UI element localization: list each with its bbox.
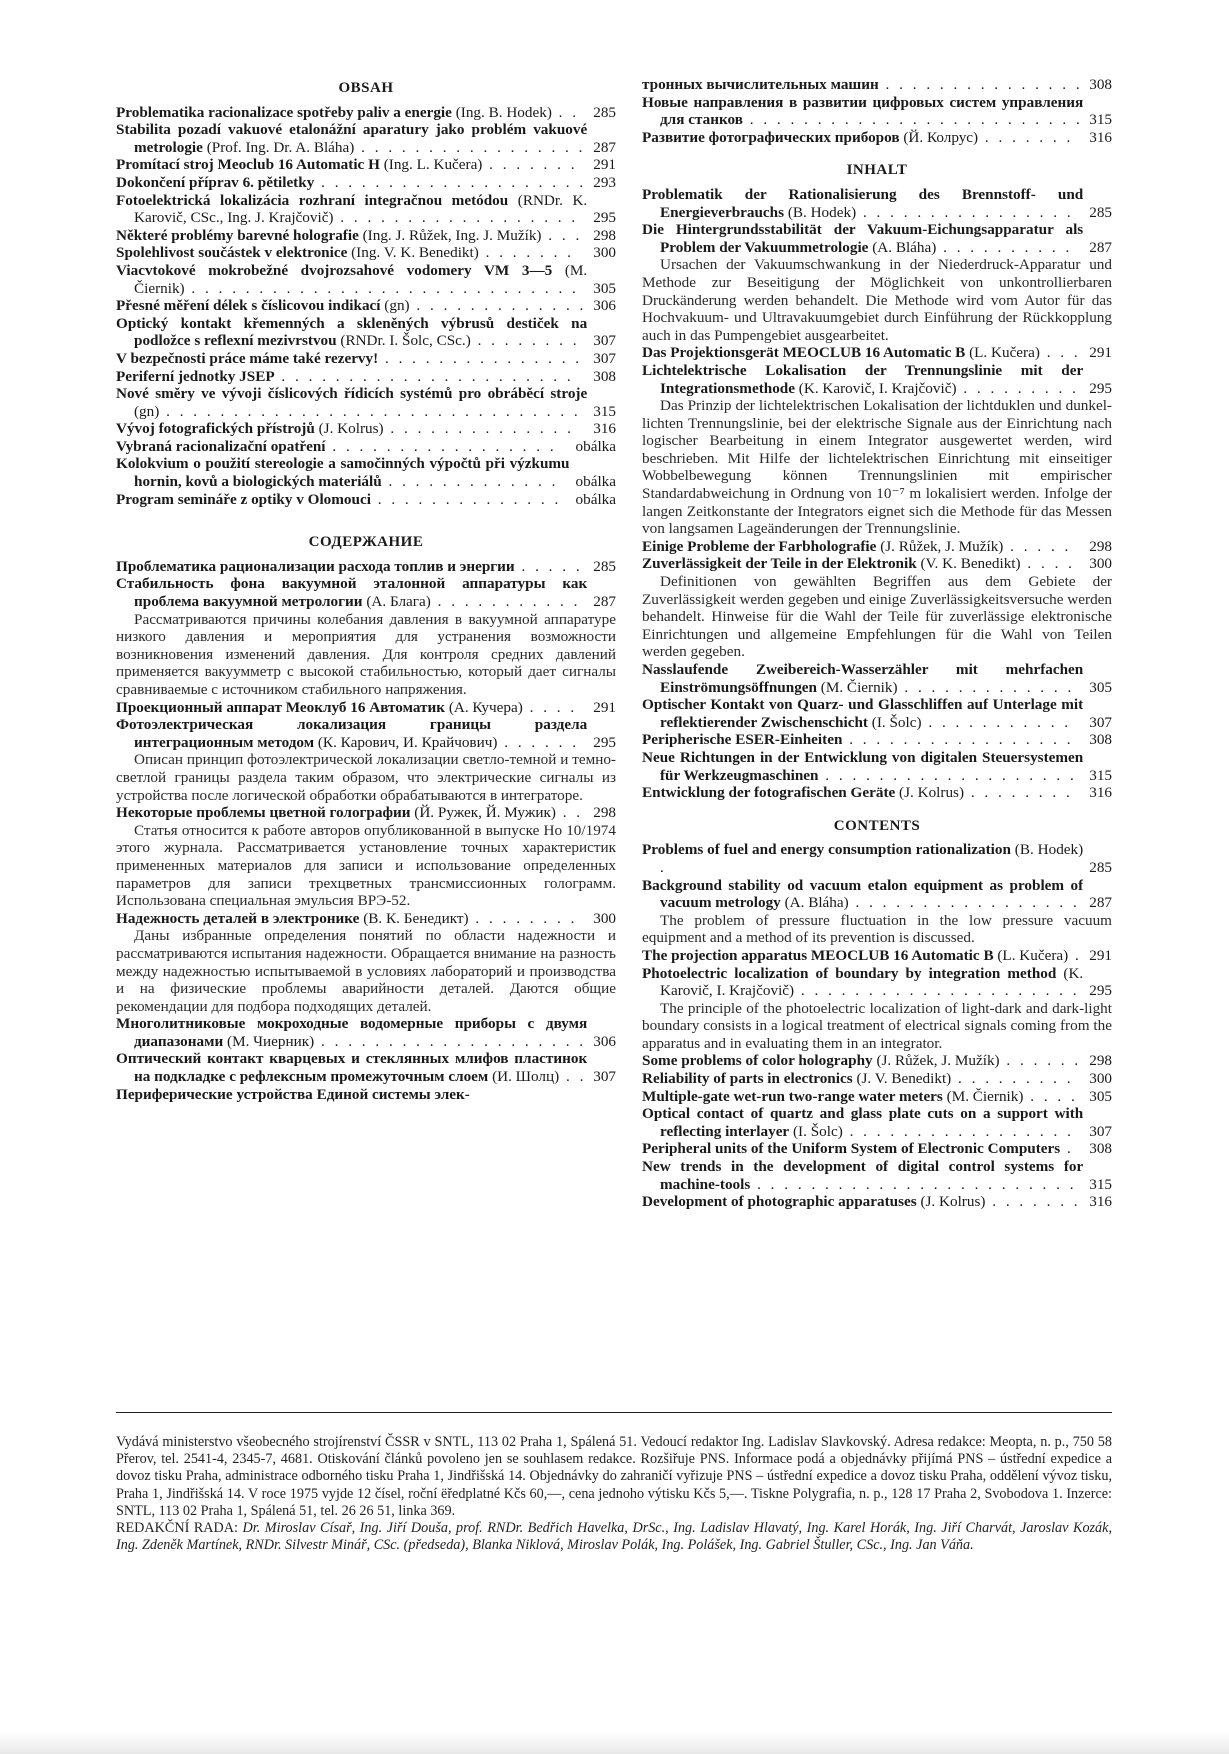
toc-entry-title: Периферические устройства Единой системы элек- [116, 1085, 470, 1103]
toc-entry-page: obálka [575, 437, 616, 455]
toc-entry[interactable] [642, 1140, 1112, 1158]
toc-entry[interactable] [642, 1105, 1112, 1140]
toc-entry-title: Einige Probleme der Farbholografie [642, 537, 877, 555]
leader-dots: . . . . . . . . . . . . . . . . . . . . . . [274, 367, 574, 385]
toc-entry-title: Přesné měření délek s číslicovou indikací [116, 297, 381, 315]
obsah-list [116, 104, 616, 509]
toc-entry-title: V bezpečnosti práce máme také rezervy! [116, 349, 379, 367]
toc-entry-author: (Ing. B. Hodek) [451, 103, 552, 121]
toc-entry[interactable] [116, 1086, 616, 1104]
leader-dots: . . . . . . . . . . . . . [897, 678, 1075, 696]
leader-dots: . . . . [1023, 1087, 1078, 1105]
toc-entry-abstract: Статья относится к работе авторов опубликованной в выпуске Но 10/1974 этого журнала. Рассматривается установление точных характеристик примененных материалов для записи и использование определенных параметров для записи трехцветных трансмиссионных голограмм. Использована специальная эмульсия ВРЭ-52. [116, 821, 616, 910]
toc-entry[interactable] [642, 76, 1112, 94]
leader-dots: . . . . . . . . . . . [430, 593, 581, 611]
toc-entry-page: 305 [1089, 678, 1112, 696]
toc-entry-title: Некоторые проблемы цветной голографии [116, 804, 411, 822]
toc-entry-title: Promítací stroj Meoclub 16 Automatic H [116, 156, 380, 174]
toc-entry[interactable] [642, 731, 1112, 749]
leader-dots: . . . . . . . . . . [936, 238, 1073, 256]
toc-entry-title: Problems of fuel and energy consumption rationalization [642, 841, 1011, 859]
toc-entry-title: Новые направления в развитии цифровых систем управления для станков [642, 93, 1084, 129]
toc-entry-author: (В. К. Бенедикт) [359, 909, 469, 927]
toc-entry[interactable] [642, 538, 1112, 556]
toc-entry[interactable] [642, 661, 1112, 696]
toc-entry-title: Optical contact of quartz and glass plate cuts on a support with reflecting interlayer [642, 1105, 1084, 1140]
leader-dots: . . . . . . [999, 1052, 1082, 1070]
toc-entry-page: 315 [1089, 766, 1112, 784]
toc-entry-title: Das Projektionsgerät MEOCLUB 16 Automatic B [642, 344, 966, 362]
toc-entry-title: Fotoelektrická lokalizácia rozhraní integračnou metódou [116, 191, 509, 209]
toc-entry-page: 305 [1089, 1087, 1112, 1105]
toc-entry-page: 307 [1089, 1122, 1112, 1140]
leader-dots: . . . . . . . . . [956, 379, 1079, 397]
toc-entry-page: 316 [1089, 1193, 1112, 1211]
toc-entry-page: 287 [593, 138, 616, 156]
leader-dots: . . . . . . . . . . . . . . . . . . . . . [794, 982, 1080, 1000]
leader-dots: . . . . . . . . . . . . . . . . . . . . . . . . . . . . . [184, 279, 579, 297]
contents-list [642, 841, 1112, 1210]
leader-dots: . . . . . . . . [468, 909, 578, 927]
toc-entry-author: (J. Růžek, J. Mužík) [872, 1052, 1000, 1070]
toc-entry-title: Проблематика рационализации расхода топлив и энергии [116, 557, 515, 575]
obsah-heading: OBSAH [338, 80, 394, 96]
toc-entry[interactable] [642, 947, 1112, 965]
toc-entry-author: (B. Hodek) [784, 203, 857, 221]
toc-entry-title: Program semináře z optiky v Olomouci [116, 490, 371, 508]
toc-entry[interactable] [116, 244, 616, 262]
toc-entry-page: 315 [1089, 111, 1112, 129]
toc-entry-title: Kolokvium o použití stereologie a samočinných výpočtů při výzkumu hornin, kovů a biologických materiálů [116, 455, 570, 491]
leader-dots: . . . . . . . . . [951, 1070, 1074, 1088]
toc-entry-author: (К. Карович, И. Крайчович) [314, 733, 498, 751]
toc-entry-title: Dokončení příprav 6. pětiletky [116, 173, 315, 191]
toc-entry[interactable] [116, 699, 616, 717]
leader-dots: . . . . . . . . . . . . . [381, 473, 559, 491]
toc-entry-page: 300 [1089, 1070, 1112, 1088]
toc-entry[interactable] [642, 555, 1112, 573]
leader-dots: . . . . . . . . . . . . . . . . . [325, 437, 557, 455]
toc-entry-page: 307 [593, 1068, 616, 1086]
toc-entry-abstract: Даны избранные определения понятий по области надежности и рассматриваются испытания надежности. Обращается внимание на разность между надежностью испытываемой в условиях лабораторий и производства и на физические проблемы аварийности деталей. Даются общие рекомендации для подбора подходящих деталей. [116, 927, 616, 1015]
toc-entry-author: (A. Bláha) [780, 894, 849, 912]
leader-dots: . . . . . . . . . . . . . . [370, 490, 562, 508]
toc-entry-title: Viacvtokové mokrobežné dvojrozsahové vodomery VM 3—5 [116, 261, 553, 279]
toc-entry[interactable] [116, 350, 616, 368]
toc-entry[interactable] [116, 385, 616, 420]
leader-dots: . . . . . . . . . . . . . . . . . [354, 138, 586, 156]
toc-entry-author: (M. Čiernik) [942, 1087, 1024, 1105]
toc-entry-page: 295 [593, 733, 616, 751]
leader-dots: . . . [541, 226, 583, 244]
leader-dots: . . . . . . . . . . . . . . . . . [848, 894, 1080, 912]
toc-entry-title: Die Hintergrundsstabilität der Vakuum-Eichungsapparatur als Problem der Vakuummetrologie [642, 221, 1084, 256]
toc-entry-page: 308 [1089, 1140, 1112, 1158]
toc-entry-page: 308 [1089, 731, 1112, 749]
toc-entry-page: 291 [1089, 344, 1112, 362]
toc-entry-author: (А. Кучера) [445, 698, 523, 716]
toc-entry-page: 300 [1089, 555, 1112, 573]
toc-entry-page: 285 [593, 557, 616, 575]
toc-entry[interactable] [116, 227, 616, 245]
leader-dots: . . . . . . . [478, 244, 574, 262]
toc-entry[interactable] [116, 174, 616, 192]
toc-entry-page: 307 [593, 332, 616, 350]
toc-entry-page: 285 [1089, 858, 1112, 876]
leader-dots: . . . . . . . [482, 156, 578, 174]
toc-entry-title: Lichtelektrische Lokalisation der Trennungslinie mit der Integrationsmethode [642, 361, 1084, 397]
toc-entry-page: 300 [593, 909, 616, 927]
toc-entry-title: Problematik der Rationalisierung des Brennstoff- und Energieverbrauchs [642, 185, 1084, 221]
toc-entry-author: (J. Kolrus) [895, 784, 965, 802]
toc-entry-title: Entwicklung der fotografischen Geräte [642, 784, 896, 802]
soderzhanie-continued-list [642, 76, 1112, 146]
toc-entry-author: (RNDr. K. Karovič, CSc., Ing. J. Krajčovič) [134, 191, 588, 227]
toc-entry-title: Optický kontakt křemenných a skleněných výbrusů destiček na podložce s reflexní mezivrstvou [116, 314, 588, 350]
leader-dots: . . . . . . . . . . . . . . . . . [842, 731, 1074, 749]
toc-entry-author: (gn) [134, 402, 160, 420]
toc-entry-title: Оптический контакт кварцевых и стеклянных млифов пластинок на подкладке с рефлексным промежуточным слоем [116, 1050, 588, 1086]
toc-entry-author: (K. Karovič, I. Krajčovič) [660, 964, 1084, 1000]
toc-entry-author: (Prof. Ing. Dr. A. Bláha) [202, 138, 355, 156]
toc-entry-author: (Ing. J. Růžek, Ing. J. Mužík) [358, 226, 542, 244]
toc-entry-page: 315 [593, 402, 616, 420]
toc-entry-author: (И. Шолц) [488, 1068, 560, 1086]
toc-entry-page: 287 [1089, 238, 1112, 256]
leader-dots: . . . . . [1003, 537, 1072, 555]
toc-entry-author: (B. Hodek) [1010, 841, 1084, 859]
toc-entry-page: obálka [575, 490, 616, 508]
toc-entry-title: Photoelectric localization of boundary by integration method [642, 964, 1057, 982]
leader-dots: . . [559, 1068, 587, 1086]
toc-entry[interactable] [116, 297, 616, 315]
toc-entry[interactable] [116, 121, 616, 156]
leader-dots: . . . . . . . . . . . . . . . . . [842, 1122, 1074, 1140]
toc-entry[interactable] [116, 558, 616, 576]
toc-entry-page: 287 [1089, 894, 1112, 912]
toc-entry-title: Optischer Kontakt von Quarz- und Glasschliffen auf Unterlage mit reflektierender Zwischenschicht [642, 696, 1084, 731]
toc-entry-author: (L. Kučera) [965, 344, 1040, 362]
toc-entry-title: Nasslaufende Zweibereich-Wasserzähler mit mehrfachen Einströmungsöffnungen [642, 661, 1084, 696]
toc-entry-page: 300 [593, 244, 616, 262]
divider-rule [116, 1412, 1112, 1413]
toc-entry-title: Reliability of parts in electronics [642, 1070, 853, 1088]
toc-entry-page: 298 [1089, 1052, 1112, 1070]
toc-entry[interactable] [642, 784, 1112, 802]
toc-entry[interactable] [116, 491, 616, 509]
leader-dots: . . . . . . . . . . . . . . . [878, 76, 1083, 93]
leader-dots: . . . . [1020, 555, 1075, 573]
leader-dots: . [660, 858, 667, 876]
colophon-text: Vydává ministerstvo všeobecného strojírenství ČSSR v SNTL, 113 02 Praha 1, Spálená 51. Vedoucí redaktor Ing. Ladislav Slavkovský. Adresa redakce: Meopta, n. p., 750 58 Přerov, tel. 2541-4, 2345-7, 4681. Otiskování článků povoleno jen se souhlasem redakce. Rozšiřuje PNS. Informace podá a objednávky přijímá PNS – ústřední expedice a dovoz tisku Praha, administrace odborného tisku Praha 1, Jindřišská 14. Objednávky do zahraničí vyřizuje PNS – ústřední expedice a dovoz tisku Praha, oddělení vývoz tisku, Praha 1, Jindřišská 14. V roce 1975 vyjde 12 čísel, roční ëředplatné Kčs 60,—, cena jednoho výtisku Kčs 5,—. Tiskne Polygrafia, n. p., 128 17 Praha 2, Svobodova 1. Inzerce: SNTL, 113 02 Praha 1, Spálená 51, tel. 26 26 51, linka 369. [116, 1434, 1112, 1519]
leader-dots: . . . . . . . . . . . . . . . . . . . [818, 766, 1077, 784]
toc-entry-author: (M. Čiernik) [816, 678, 898, 696]
toc-entry-author: (Ing. L. Kučera) [379, 156, 483, 174]
toc-entry-page: 298 [1089, 537, 1112, 555]
leader-dots: . . . . . . . . . . . . . . . . . . . . . . . . . [742, 111, 1083, 129]
inhalt-list [642, 186, 1112, 802]
leader-dots: . . [551, 103, 580, 121]
toc-entry[interactable] [642, 221, 1112, 256]
toc-entry-title: Background stability od vacuum etalon equipment as problem of vacuum metrology [642, 876, 1084, 912]
toc-entry-page: 315 [1089, 1175, 1112, 1193]
toc-entry[interactable] [642, 362, 1112, 397]
toc-entry-page: 306 [593, 297, 616, 315]
toc-entry-abstract: Рассматриваются причины колебания давления в вакуумной аппаратуре низкого давления и мероприятия для устранения возможности возникновения изменений давления. Для контроля средних давлений применяется вакуумметр с высокой стабильностью, который дает сигналы сравниваемые с источником стабильного напряжения. [116, 610, 616, 698]
toc-entry[interactable] [642, 965, 1112, 1000]
toc-entry-title: Надежность деталей в электронике [116, 909, 360, 927]
leader-dots: . . . . . [514, 557, 583, 575]
toc-entry-author: (L. Kučera) [993, 946, 1069, 964]
toc-entry[interactable] [116, 104, 616, 122]
toc-entry-title: Zuverlässigkeit der Teile in der Elektronik [642, 555, 917, 573]
toc-entry[interactable] [642, 877, 1112, 912]
page-edge-shadow [0, 1732, 1229, 1754]
toc-entry-page: 295 [1089, 379, 1112, 397]
toc-entry-abstract: Das Prinzip der lichtelektrischen Lokalisation der lichtduklen und dunkel-lichten Trennungslinie, bei der elektrische Signale aus der Einrichtung nach logischer Bearbeitung in einem Integrator ausgewertet werden, wird beschrieben. Mit Hilfe der lichtelektrischen Einrichtung mit einseitiger Wobbelbewegung können Trennungslinien mit empirischer Standardabweichung in Ordnung von 10⁻⁷ m lokalisiert werden. Infolge der langen Zeitkonstante der Integrators eignet sich die Methode für das Messen von langsamen Lageänderungen der Trennungslinie. [642, 397, 1112, 538]
toc-entry-title: Многолитниковые мокроходные водомерные приборы с двумя диапазонами [116, 1015, 588, 1050]
toc-entry-author: (J. V. Benedikt) [852, 1070, 952, 1088]
toc-entry[interactable] [642, 1070, 1112, 1088]
leader-dots: . . . . . . . . . . . . . . . . . . . . . . . . . . . . . . . [159, 402, 581, 420]
leader-dots: . . . . . . [497, 733, 579, 751]
colophon [116, 1434, 1112, 1554]
toc-entry-page: 285 [1089, 203, 1112, 221]
toc-entry-page: 298 [593, 226, 616, 244]
leader-dots: . . . . . . . . [470, 332, 580, 350]
toc-entry-author: (J. Kolrus) [916, 1193, 986, 1211]
soderzhanie-list [116, 558, 616, 1103]
toc-entry[interactable] [116, 910, 616, 928]
toc-entry-page: 307 [1089, 713, 1112, 731]
leader-dots: . . . . . . . . . . . . . . . . . . [333, 209, 579, 227]
toc-entry-author: (gn) [380, 297, 410, 315]
toc-entry[interactable] [116, 1050, 616, 1085]
toc-entry-author: (K. Karovič, I. Krajčovič) [795, 379, 957, 397]
toc-entry[interactable] [642, 129, 1112, 147]
toc-entry-author: (Й. Колрус) [899, 128, 979, 146]
leader-dots: . . . . . . . . . . . . . [409, 297, 587, 315]
toc-entry-author: (A. Bláha) [868, 238, 937, 256]
toc-entry[interactable] [642, 1193, 1112, 1211]
toc-entry-author: (Й. Ружек, Й. Мужик) [410, 804, 556, 822]
toc-entry[interactable] [116, 192, 616, 227]
toc-entry-page: 291 [593, 698, 616, 716]
toc-entry[interactable] [642, 186, 1112, 221]
toc-entry-title: тронных вычислительных машин [642, 76, 879, 93]
toc-entry[interactable] [642, 696, 1112, 731]
toc-entry-title: Стабильность фона вакуумной эталонной аппаратуры как проблема вакуумной метрологии [116, 575, 588, 611]
toc-entry[interactable] [116, 716, 616, 751]
leader-dots: . . . . [522, 698, 578, 716]
editorial-board-label: REDAKČNÍ RADA: [116, 1520, 238, 1537]
toc-entry-page: 285 [593, 103, 616, 121]
toc-entry-page: 308 [593, 367, 616, 385]
toc-entry[interactable] [116, 368, 616, 386]
toc-entry-page: 295 [1089, 982, 1112, 1000]
toc-entry-page: 316 [593, 420, 616, 438]
inhalt-heading: INHALT [846, 162, 908, 179]
leader-dots: . . . . . . . . . . . . . . . . . . . . [314, 173, 587, 191]
toc-entry-title: Spolehlivost součástek v elektronice [116, 244, 348, 262]
toc-entry-page: 305 [593, 279, 616, 297]
toc-entry[interactable] [642, 1052, 1112, 1070]
toc-entry-title: Peripherische ESER-Einheiten [642, 731, 843, 749]
toc-entry-page: 316 [1089, 128, 1112, 146]
leader-dots: . . . . . . . . . . . . . . . . [856, 203, 1074, 221]
toc-entry-title: Multiple-gate wet-run two-range water meters [642, 1087, 943, 1105]
right-column [642, 76, 1112, 1211]
leader-dots: . . . . . . . . . . . . . . . . . . . . . . . . [750, 1175, 1077, 1193]
toc-entry-abstract: Definitionen von gewählten Begriffen aus dem Gebiete der Zuverlässigkeit werden gegeben und einige Zuverlässigkeitsversuche werden behandelt. Hinweise für die Wahl der Teile für zuverlässige elektronische Einrichtungen und allgemeine Empfehlungen für die Wahl von Teilen werden gegeben. [642, 573, 1112, 661]
toc-entry-abstract: Ursachen der Vakuumschwankung in der Niederdruck-Apparatur und Methode zur Beseitigung der Möglichkeit von unkontrollierbaren Druckänderung werden behandelt. Die Methode wird vom Autor für das Hochvakuum- und Ultravakuumgebiet durch Einführung der Rückkopplung auch in das Pumpengebiet ausgearbeitet. [642, 256, 1112, 344]
toc-entry-title: Vývoj fotografických přístrojů [116, 420, 315, 438]
toc-entry[interactable] [116, 156, 616, 174]
toc-entry-author: (Ing. V. K. Benedikt) [347, 244, 479, 262]
contents-heading: CONTENTS [833, 817, 921, 834]
toc-entry-title: Vybraná racionalizační opatření [116, 437, 326, 455]
leader-dots: . . . . . . . . . . . . . . . . . . . . [314, 1032, 587, 1050]
leader-dots: . . [555, 804, 584, 822]
toc-entry[interactable] [116, 315, 616, 350]
toc-entry-title: Development of photographic apparatuses [642, 1193, 917, 1211]
toc-entry-page: 306 [593, 1032, 616, 1050]
toc-entry-abstract: The problem of pressure fluctuation in the low pressure vacuum equipment and a method of its prevention is discussed. [642, 911, 1112, 947]
toc-entry[interactable] [116, 575, 616, 610]
toc-entry-title: Фотоэлектрическая локализация границы раздела интеграционным методом [116, 716, 588, 751]
toc-entry[interactable] [642, 344, 1112, 362]
toc-entry-abstract: Описан принцип фотоэлектрической локализации светло-темной и темно-светлой границы раздела таким образом, что электрические сигналы из устройства после логической обработки обрабатываются в интеграторе. [116, 751, 616, 804]
toc-entry-title: Проекционный аппарат Меоклуб 16 Автоматик [116, 698, 446, 716]
toc-entry-page: 316 [1089, 784, 1112, 802]
leader-dots: . . . . . . . . [964, 784, 1073, 802]
toc-entry-author: (J. Kolrus) [314, 420, 384, 438]
toc-entry[interactable] [116, 438, 616, 456]
toc-entry[interactable] [116, 1015, 616, 1050]
leader-dots: . [1068, 946, 1082, 964]
editorial-board-members: Dr. Miroslav Císař, Ing. Jiří Douša, prof. RNDr. Bedřich Havelka, DrSc., Ing. Ladislav Hlavatý, Ing. Karel Horák, Ing. Jiří Charvát, Jaroslav Kozák, Ing. Zdeněk Martínek, RNDr. Silvestr Minář, CSc. (předseda), Blanka Niklová, Miroslav Polák, Ing. Polášek, Ing. Gabriel Štuller, CSc., Ing. Jan Váňa. [116, 1520, 1112, 1554]
toc-entry-title: Neue Richtungen in der Entwicklung von digitalen Steuersystemen für Werkzeugmaschinen [642, 748, 1084, 784]
toc-entry-page: 293 [593, 173, 616, 191]
toc-entry[interactable] [116, 262, 616, 297]
toc-entry-title: Periferní jednotky JSEP [116, 367, 275, 385]
toc-entry[interactable] [642, 749, 1112, 784]
leader-dots: . [1060, 1140, 1074, 1158]
toc-entry-abstract: The principle of the photoelectric localization of light-dark and dark-light boundary consists in a logical treatment of electrical signals coming from the apparatus and in evaluating them in an integrator. [642, 999, 1112, 1052]
toc-entry[interactable] [642, 1158, 1112, 1193]
toc-entry-title: Развитие фотографических приборов [642, 128, 900, 146]
toc-entry[interactable] [642, 1088, 1112, 1106]
toc-entry-author: (А. Блага) [362, 593, 431, 611]
leader-dots: . . . . . . . . . . . . . . [383, 420, 574, 438]
toc-entry-author: (M. Čiernik) [134, 261, 588, 297]
toc-entry-title: The projection apparatus MEOCLUB 16 Automatic B [642, 946, 994, 964]
toc-entry-title: Problematika racionalizace spotřeby paliv a energie [116, 103, 452, 121]
toc-entry-author: (М. Чиерник) [223, 1032, 315, 1050]
toc-entry-page: 308 [1089, 76, 1112, 93]
toc-entry-author: (V. K. Benedikt) [916, 555, 1021, 573]
toc-entry-author: (I. Šolc) [789, 1122, 843, 1140]
toc-entry-title: Some problems of color holography [642, 1052, 873, 1070]
toc-entry-title: Nové směry ve vývoji číslicových řídicích systémů pro obráběcí stroje [116, 385, 588, 403]
toc-entry-title: New trends in the development of digital control systems for machine-tools [642, 1158, 1084, 1193]
toc-entry-page: obálka [575, 473, 616, 491]
toc-entry-author: (I. Šolc) [867, 713, 922, 731]
toc-entry[interactable] [116, 804, 616, 822]
toc-entry-title: Peripheral units of the Uniform System of Electronic Computers [642, 1140, 1061, 1158]
toc-entry-page: 291 [593, 156, 616, 174]
toc-entry-title: Některé problémy barevné holografie [116, 226, 359, 244]
leader-dots: . . . . . . . . . . . [921, 713, 1072, 731]
toc-entry-page: 287 [593, 593, 616, 611]
left-column [116, 76, 616, 1103]
toc-entry-author: (RNDr. I. Šolc, CSc.) [336, 332, 471, 350]
toc-entry[interactable] [642, 94, 1112, 129]
toc-entry-page: 307 [593, 349, 616, 367]
leader-dots: . . . . . . . . . . . . . . . [378, 349, 583, 367]
leader-dots: . . . . . . . [985, 1193, 1081, 1211]
soderzhanie-heading: СОДЕРЖАНИЕ [308, 534, 424, 551]
leader-dots: . . . [1039, 344, 1081, 362]
toc-entry-page: 298 [593, 804, 616, 822]
toc-entry-page: 295 [593, 209, 616, 227]
leader-dots: . . . . . . . [978, 128, 1074, 146]
toc-entry-title: Stabilita pozadí vakuové etalonážní aparatury jako problém vakuové metrologie [116, 121, 588, 156]
toc-entry[interactable] [642, 841, 1112, 876]
toc-entry-author: (J. Růžek, J. Mužík) [876, 537, 1004, 555]
toc-entry[interactable] [116, 420, 616, 438]
toc-entry-page: 291 [1089, 946, 1112, 964]
toc-entry[interactable] [116, 455, 616, 490]
